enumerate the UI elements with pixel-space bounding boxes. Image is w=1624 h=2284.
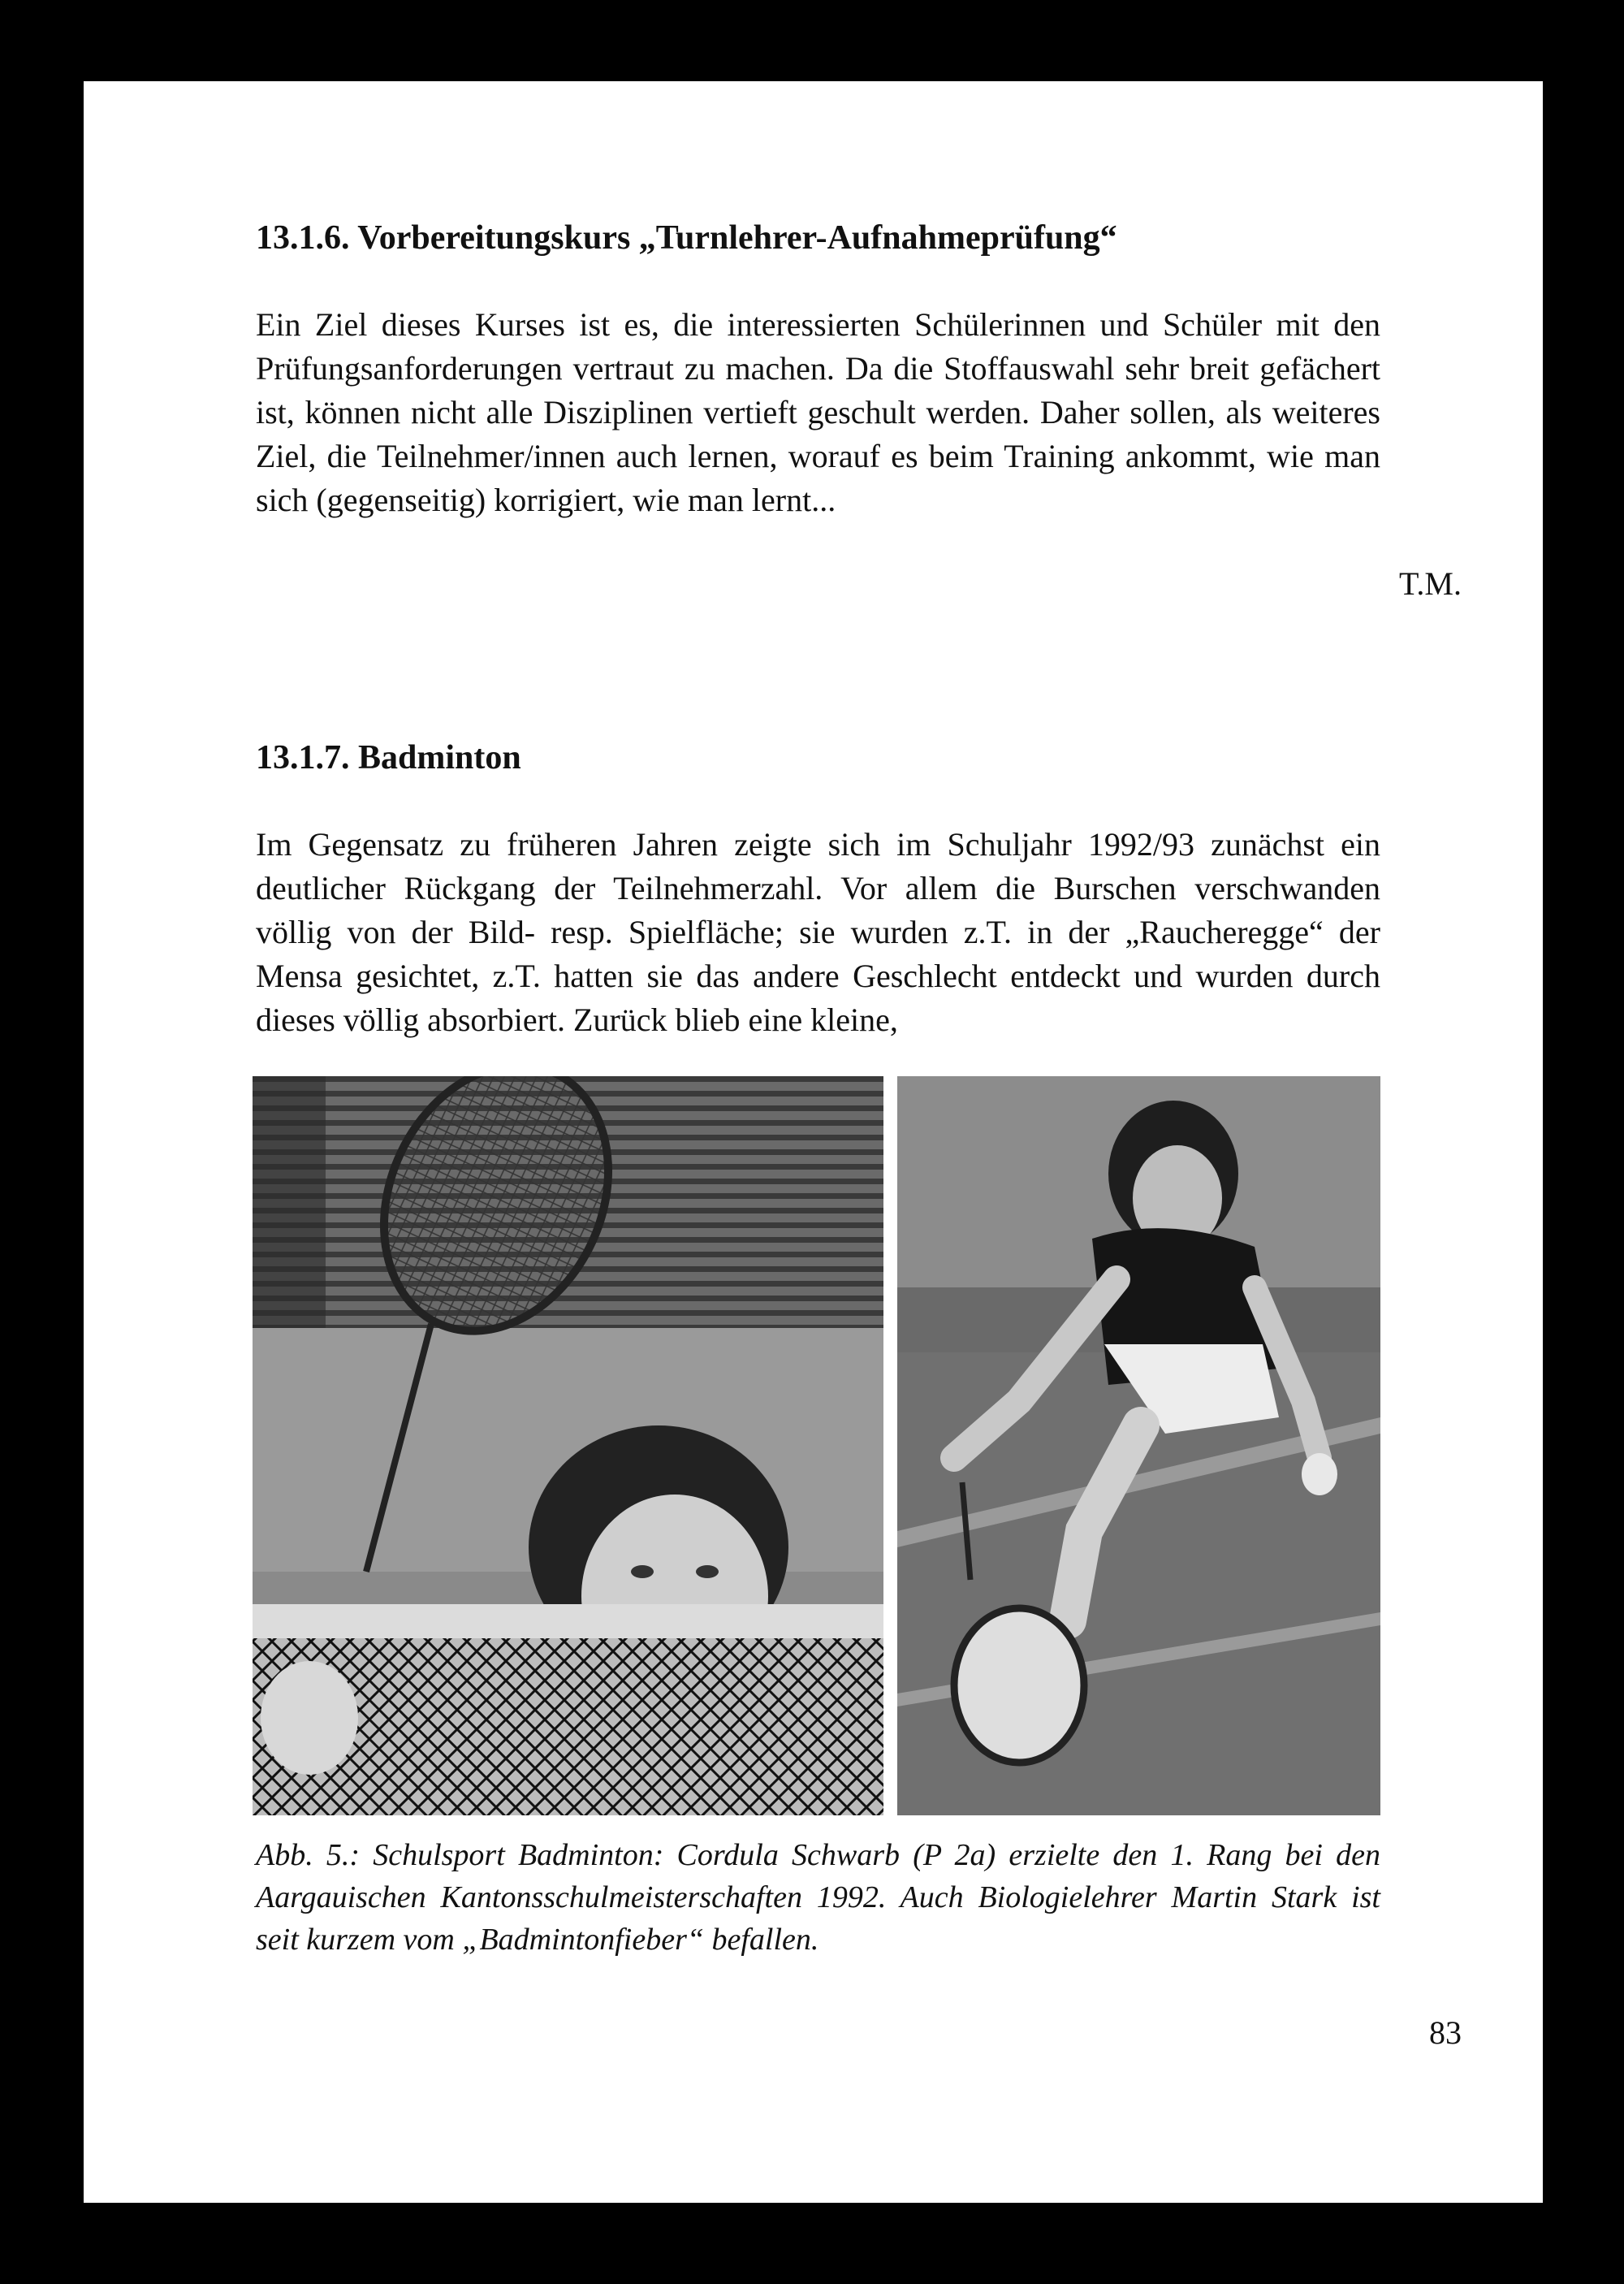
page-number: 83 [1429,2014,1462,2051]
section-heading-badminton: 13.1.7. Badminton [256,739,521,776]
photo-man-lunging-image [897,1076,1380,1815]
section-body-vorbereitungskurs [256,303,1380,522]
paragraph: Im Gegensatz zu früheren Jahren zeigte sich im Schuljahr 1992/93 zunächst ein deutlicher Rückgang der Teilnehmerzahl. Vor allem die Burschen verschwanden völlig von der Bild- resp. Spielfläche; sie wurden z.T. in der „Raucheregge“ der Mensa gesichtet, z.T. hatten sie das andere Geschlecht entdeckt und wurden durch dieses völlig absorbiert. Zurück blieb eine kleine, [256,826,1380,1038]
section-body-badminton [256,823,1380,1042]
paragraph: Ein Ziel dieses Kurses ist es, die interessierten Schülerinnen und Schüler mit den Prüfungsanforderungen vertraut zu machen. Da die Stoffauswahl sehr breit gefächert ist, können nicht alle Disziplinen vertieft geschult werden. Daher sollen, als weiteres Ziel, die Teilnehmer/innen auch lernen, worauf es beim Training ankommt, wie man sich (gegenseitig) korrigiert, wie man lernt... [256,306,1380,518]
photo-woman-with-racket [253,1076,883,1815]
figure-caption: Abb. 5.: Schulsport Badminton: Cordula Schwarb (P 2a) erzielte den 1. Rang bei den Aargauischen Kantonsschulmeisterschaften 1992. Auch Biologielehrer Martin Stark ist seit kurzem vom „Badmintonfieber“ befallen. [256,1838,1380,1957]
author-initials: T.M. [1398,565,1462,602]
document-page [84,81,1543,2203]
section-heading-vorbereitungskurs: 13.1.6. Vorbereitungskurs „Turnlehrer-Aufnahmeprüfung“ [256,219,1117,257]
photo-man-lunging [897,1076,1380,1815]
photo-woman-with-racket-image [253,1076,883,1815]
